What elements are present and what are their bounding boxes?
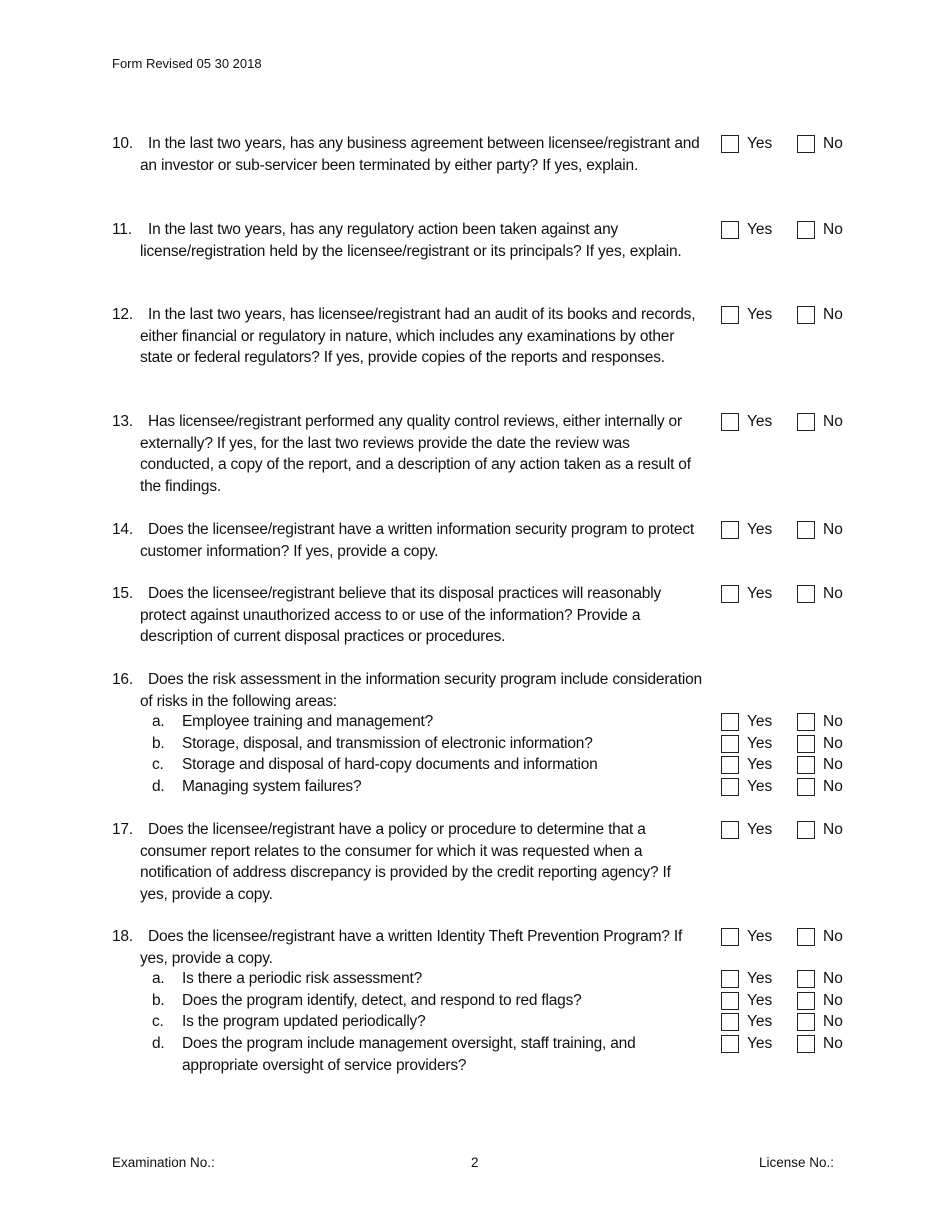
yes-checkbox[interactable] [721, 585, 739, 603]
no-label: No [823, 413, 843, 430]
yes-checkbox[interactable] [721, 521, 739, 539]
question-18d-answers [721, 1034, 861, 1054]
sub-item-text: Storage and disposal of hard-copy documents and information [182, 756, 598, 773]
sub-item-text: Is there a periodic risk assessment? [182, 970, 423, 987]
no-label: No [823, 1013, 843, 1030]
no-checkbox[interactable] [797, 413, 815, 431]
sub-item-text: Employee training and management? [182, 713, 434, 730]
no-label: No [823, 713, 843, 730]
yes-label: Yes [747, 992, 773, 1009]
no-checkbox[interactable] [797, 778, 815, 796]
question-16-sub-d [152, 776, 712, 798]
question-15-answers [721, 584, 861, 604]
page-number: 2 [471, 1155, 479, 1170]
question-18-sub-d [152, 1033, 712, 1076]
no-checkbox[interactable] [797, 821, 815, 839]
question-text: Does the licensee/registrant have a policy or procedure to determine that a consumer report relates to the consumer for which it was requested when a notification of address discrepancy is provided by the credit reporting agency? If yes, provide a copy. [140, 821, 671, 903]
no-label: No [823, 521, 843, 538]
yes-label: Yes [747, 928, 773, 945]
no-checkbox[interactable] [797, 756, 815, 774]
question-13 [112, 411, 702, 497]
sub-item-letter: a. [152, 713, 165, 730]
question-14 [112, 519, 702, 562]
question-number: 15. [112, 585, 133, 602]
no-label: No [823, 778, 843, 795]
question-18 [112, 926, 702, 969]
no-checkbox[interactable] [797, 735, 815, 753]
sub-item-letter: b. [152, 992, 165, 1009]
yes-label: Yes [747, 821, 773, 838]
yes-label: Yes [747, 1013, 773, 1030]
question-12 [112, 304, 702, 369]
yes-label: Yes [747, 135, 773, 152]
yes-checkbox[interactable] [721, 756, 739, 774]
sub-item-letter: c. [152, 756, 164, 773]
question-18a-answers [721, 969, 861, 989]
question-number: 14. [112, 521, 133, 538]
no-checkbox[interactable] [797, 1013, 815, 1031]
question-number: 12. [112, 306, 133, 323]
no-checkbox[interactable] [797, 306, 815, 324]
no-label: No [823, 306, 843, 323]
question-16c-answers [721, 755, 861, 775]
yes-label: Yes [747, 713, 773, 730]
question-17-answers [721, 820, 861, 840]
no-label: No [823, 970, 843, 987]
question-11 [112, 219, 702, 262]
yes-checkbox[interactable] [721, 735, 739, 753]
no-label: No [823, 135, 843, 152]
yes-label: Yes [747, 306, 773, 323]
question-15 [112, 583, 702, 648]
sub-item-text: Managing system failures? [182, 778, 362, 795]
no-label: No [823, 735, 843, 752]
question-text: In the last two years, has licensee/registrant had an audit of its books and records, either financial or regulatory in nature, which includes any examinations by other state or federal regulators? If yes, provide copies of the reports and responses. [140, 306, 696, 366]
yes-label: Yes [747, 756, 773, 773]
question-14-answers [721, 520, 861, 540]
no-label: No [823, 585, 843, 602]
question-number: 16. [112, 671, 133, 688]
sub-item-text: Does the program include management oversight, staff training, and appropriate oversight of service providers? [182, 1035, 636, 1074]
yes-label: Yes [747, 1035, 773, 1052]
no-label: No [823, 821, 843, 838]
yes-label: Yes [747, 413, 773, 430]
question-number: 10. [112, 135, 133, 152]
sub-item-letter: d. [152, 1035, 165, 1052]
no-label: No [823, 221, 843, 238]
yes-label: Yes [747, 778, 773, 795]
question-number: 17. [112, 821, 133, 838]
question-11-answers [721, 220, 861, 240]
yes-label: Yes [747, 735, 773, 752]
sub-item-text: Is the program updated periodically? [182, 1013, 426, 1030]
question-text: Does the licensee/registrant have a written Identity Theft Prevention Program? If yes, provide a copy. [140, 928, 683, 967]
no-label: No [823, 1035, 843, 1052]
no-checkbox[interactable] [797, 713, 815, 731]
question-10 [112, 133, 702, 176]
question-13-answers [721, 412, 861, 432]
sub-item-text: Does the program identify, detect, and respond to red flags? [182, 992, 582, 1009]
sub-item-text: Storage, disposal, and transmission of electronic information? [182, 735, 593, 752]
license-number-label: License No.: [759, 1155, 835, 1170]
no-checkbox[interactable] [797, 521, 815, 539]
yes-checkbox[interactable] [721, 221, 739, 239]
question-16a-answers [721, 712, 861, 732]
question-18-answers [721, 927, 861, 947]
question-18b-answers [721, 991, 861, 1011]
no-checkbox[interactable] [797, 221, 815, 239]
question-text: In the last two years, has any business agreement between licensee/registrant and an investor or sub-servicer been terminated by either party? If yes, explain. [140, 135, 700, 174]
no-checkbox[interactable] [797, 135, 815, 153]
yes-label: Yes [747, 970, 773, 987]
sub-item-letter: a. [152, 970, 165, 987]
question-number: 13. [112, 413, 133, 430]
question-text: Does the licensee/registrant believe that its disposal practices will reasonably protect against unauthorized access to or use of the information? Provide a description of current disposal practices or procedures. [140, 585, 661, 645]
no-label: No [823, 928, 843, 945]
question-18-sub-c [152, 1011, 712, 1033]
form-revised-header: Form Revised 05 30 2018 [112, 56, 262, 71]
question-text: Does the risk assessment in the information security program include consideration of risks in the following areas: [140, 671, 702, 710]
no-label: No [823, 756, 843, 773]
question-text: Has licensee/registrant performed any quality control reviews, either internally or externally? If yes, for the last two reviews provide the date the review was conducted, a copy of the report, and a description of any action taken as a result of the findings. [140, 413, 691, 495]
question-16 [112, 669, 702, 712]
yes-checkbox[interactable] [721, 970, 739, 988]
question-text: Does the licensee/registrant have a written information security program to protect customer information? If yes, provide a copy. [140, 521, 694, 560]
sub-item-letter: d. [152, 778, 165, 795]
no-checkbox[interactable] [797, 928, 815, 946]
examination-number-label: Examination No.: [112, 1155, 215, 1170]
question-16-sub-b [152, 733, 712, 755]
question-16-sub-a [152, 711, 712, 733]
question-10-answers [721, 134, 861, 154]
sub-item-letter: c. [152, 1013, 164, 1030]
no-checkbox[interactable] [797, 970, 815, 988]
question-16d-answers [721, 777, 861, 797]
no-checkbox[interactable] [797, 585, 815, 603]
question-16b-answers [721, 734, 861, 754]
yes-checkbox[interactable] [721, 928, 739, 946]
question-12-answers [721, 305, 861, 325]
no-checkbox[interactable] [797, 992, 815, 1010]
question-number: 11. [112, 221, 132, 238]
yes-checkbox[interactable] [721, 713, 739, 731]
yes-label: Yes [747, 585, 773, 602]
question-18c-answers [721, 1012, 861, 1032]
yes-checkbox[interactable] [721, 1013, 739, 1031]
yes-label: Yes [747, 221, 773, 238]
question-17 [112, 819, 702, 905]
yes-checkbox[interactable] [721, 1035, 739, 1053]
yes-label: Yes [747, 521, 773, 538]
sub-item-letter: b. [152, 735, 165, 752]
question-number: 18. [112, 928, 133, 945]
question-18-sub-a [152, 968, 712, 990]
question-16-sub-c [152, 754, 712, 776]
question-text: In the last two years, has any regulatory action been taken against any license/registration held by the licensee/registrant or its principals? If yes, explain. [140, 221, 682, 260]
yes-checkbox[interactable] [721, 135, 739, 153]
yes-checkbox[interactable] [721, 306, 739, 324]
question-18-sub-b [152, 990, 712, 1012]
no-label: No [823, 992, 843, 1009]
no-checkbox[interactable] [797, 1035, 815, 1053]
yes-checkbox[interactable] [721, 413, 739, 431]
yes-checkbox[interactable] [721, 992, 739, 1010]
yes-checkbox[interactable] [721, 778, 739, 796]
yes-checkbox[interactable] [721, 821, 739, 839]
